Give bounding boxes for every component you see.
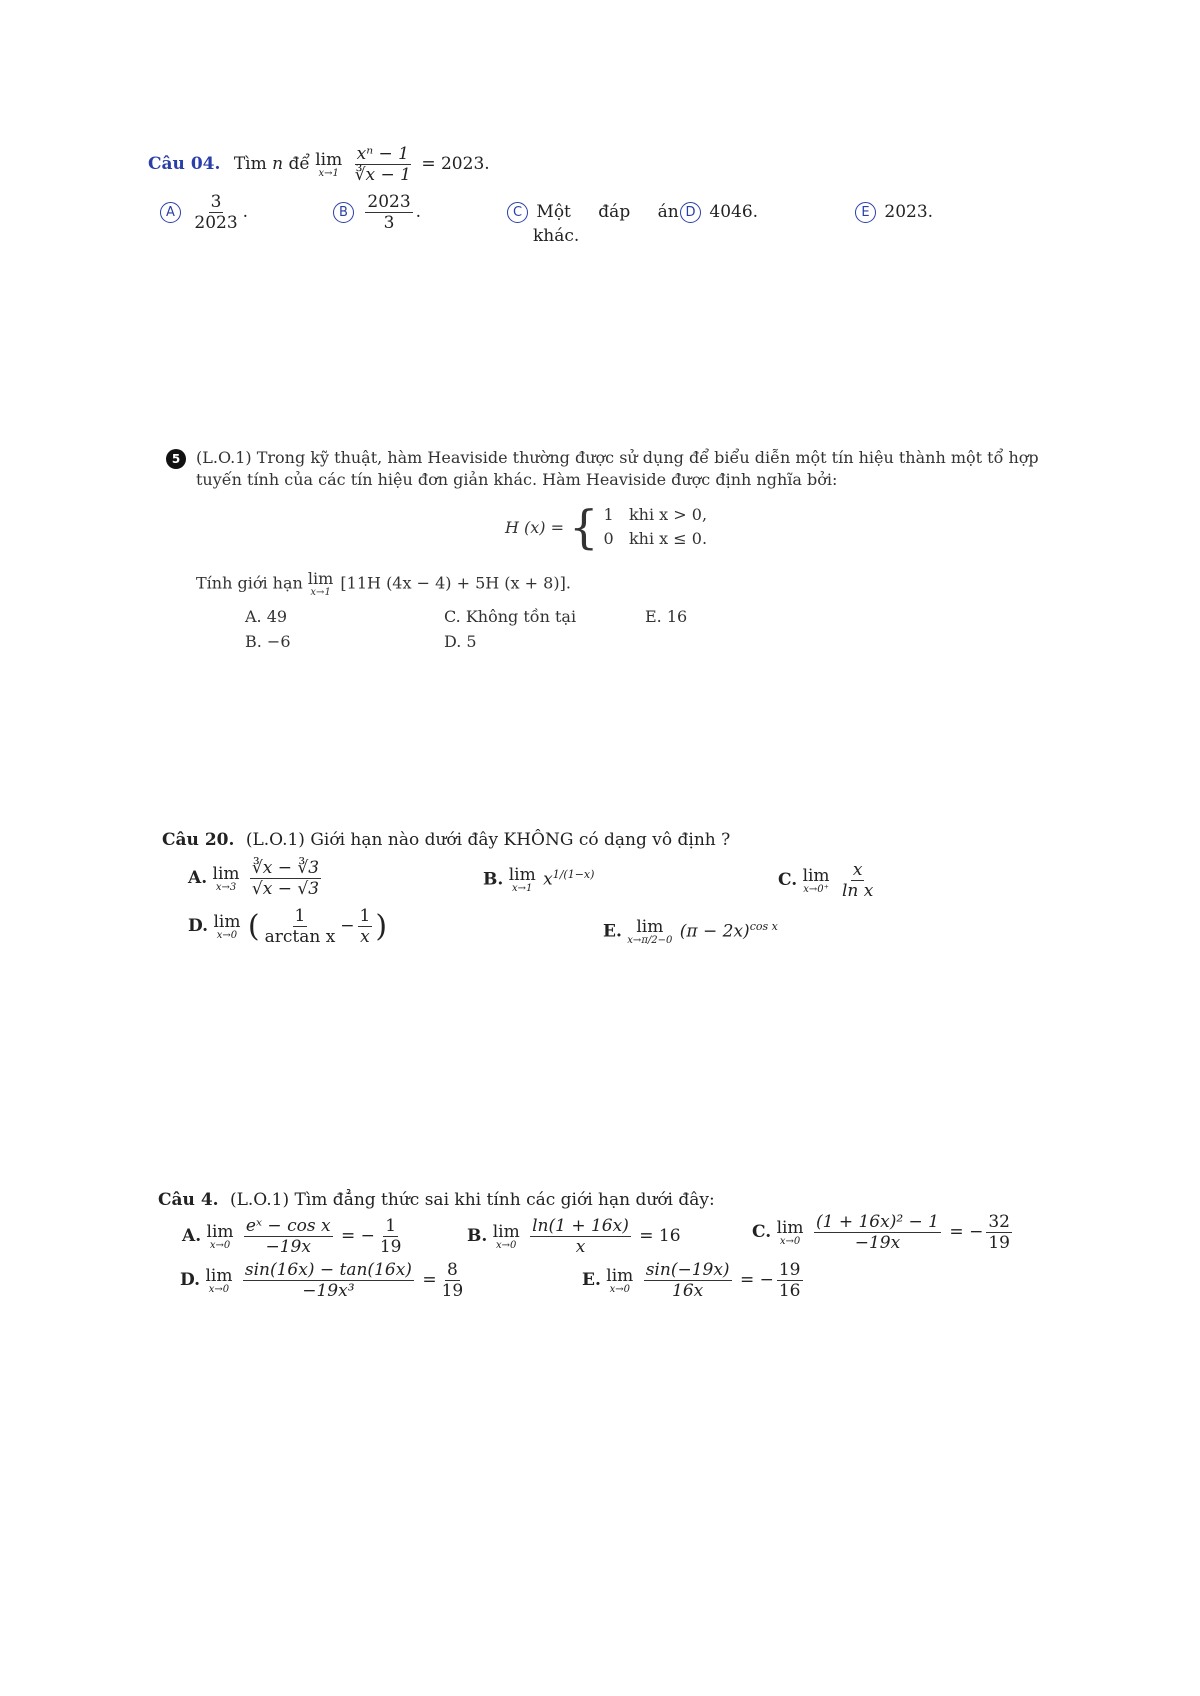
question-3 xyxy=(162,830,730,850)
q4-option-e[interactable]: E. lim x→0 $\frac{\sin(-19x)}{16x}$ = − $\frac{19}{16}$ xyxy=(582,1260,801,1301)
question-stem: (L.O.1) Tìm đẳng thức sai khi tính các giới hạn dưới đây: xyxy=(229,1190,715,1210)
question-stem: (L.O.1) Giới hạn nào dưới đây KHÔNG có dạng vô định ? xyxy=(245,830,731,850)
question-2-task: Tính giới hạn lim x→1 [11H (4x − 4) + 5H (x + 8)]. xyxy=(196,569,571,598)
question-2-intro-line1: (L.O.1) Trong kỹ thuật, hàm Heaviside thường được sử dụng để biểu diễn một tín hiệu thành một tổ hợp xyxy=(196,448,1039,467)
limit-operator: lim x→1 xyxy=(315,149,343,179)
question-1 xyxy=(148,144,490,185)
q2-option-d[interactable]: D. 5 xyxy=(444,632,477,651)
option-a-marker: A xyxy=(160,202,181,223)
q3-option-c[interactable]: C. lim x→0⁺ $\frac{x}{\text{ln x}}$ xyxy=(778,860,874,901)
q3-option-e[interactable]: E. lim x→π/2−0 $(\pi - 2x)^{cos x}$ xyxy=(603,917,778,946)
option-e-marker: E xyxy=(855,202,876,223)
q2-option-a[interactable]: A. 49 xyxy=(245,607,288,626)
q3-option-a[interactable]: A. lim x→3 $\frac{∛x - ∛3}{√x - √3}$ xyxy=(188,858,320,899)
question-2-intro-line2: tuyến tính của các tín hiệu đơn giản khác. Hàm Heaviside được định nghĩa bởi: xyxy=(196,470,838,489)
option-c-marker: C xyxy=(507,202,528,223)
question-label: Câu 20. xyxy=(162,830,235,850)
option-c[interactable]: C Một đáp án xyxy=(507,202,679,223)
stem-word: để xyxy=(288,154,310,174)
q3-option-d[interactable]: D. lim x→0 ( $\frac{1}{\text{arctan x}}$ − $\frac{1}{x}$ ) xyxy=(188,906,388,947)
question-label: Câu 04. xyxy=(148,154,221,174)
option-b-marker: B xyxy=(333,202,354,223)
option-a[interactable]: A $\frac{3}{2023}$ . xyxy=(160,192,248,233)
option-b[interactable]: B $\frac{2023}{3}$ . xyxy=(333,192,421,233)
question-stem: Tìm xyxy=(233,154,267,174)
q4-option-a[interactable]: A. lim x→0 $\frac{\text{eˣ − cos x}}{-19x}$ = − $\frac{1}{19}$ xyxy=(182,1216,402,1257)
option-d[interactable]: D 4046. xyxy=(680,202,758,223)
option-d-marker: D xyxy=(680,202,701,223)
question-label: Câu 4. xyxy=(158,1190,219,1210)
limit-operator: lim x→1 xyxy=(307,569,334,598)
option-c-continued: khác. xyxy=(533,226,580,246)
question-4 xyxy=(158,1190,715,1210)
q4-option-c[interactable]: C. lim x→0 $\frac{\text{(1 + 16x)² − 1}}{-19x}$ = − $\frac{32}{19}$ xyxy=(752,1212,1010,1253)
q3-option-b[interactable]: B. lim x→1 $x^{1/(1-x)}$ xyxy=(483,865,595,894)
option-e[interactable]: E 2023. xyxy=(855,202,933,223)
heaviside-definition: H (x) = { 1 khi x > 0, 0 khi x ≤ 0. xyxy=(505,500,708,554)
limit-fraction: $\frac{\text{xⁿ − 1}}{∛x - 1}$ xyxy=(354,144,411,185)
equation-rhs: = 2023. xyxy=(421,154,490,174)
stem-variable: n xyxy=(272,154,284,174)
question-2-number: 5 xyxy=(166,448,186,469)
q2-option-c[interactable]: C. Không tồn tại xyxy=(444,607,577,626)
q2-option-b[interactable]: B. −6 xyxy=(245,632,291,651)
q2-option-e[interactable]: E. 16 xyxy=(645,607,688,626)
q4-option-d[interactable]: D. lim x→0 $\frac{\sin(16x) - \tan(16x)}{\text{−19x³}}$ = $\frac{8}{19}$ xyxy=(180,1260,464,1301)
q4-option-b[interactable]: B. lim x→0 $\frac{\ln(1 + 16x)}{x}$ = 16 xyxy=(467,1216,681,1257)
